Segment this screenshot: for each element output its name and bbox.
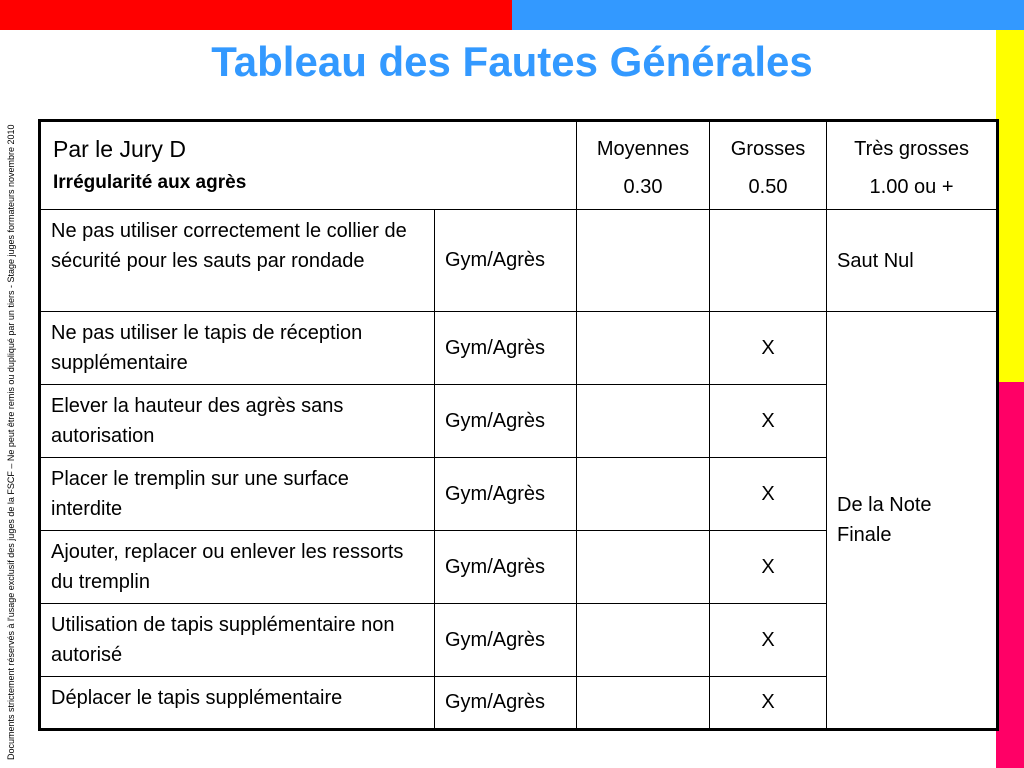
header-moyennes-value: 0.30 [623, 176, 663, 198]
header-moyennes [577, 121, 710, 210]
vertical-disclaimer: Documents strictement réservés à l'usage exclusif des juges de la FSCF – Ne peut être remis ou dupliqué par un tiers - Stage juges formateurs novembre 2010 [6, 124, 16, 760]
row-moyennes [577, 531, 710, 604]
header-moyennes-label: Moyennes [596, 138, 690, 160]
row-tres-grosses: Saut Nul [827, 210, 998, 312]
table-row [40, 210, 998, 312]
slide-title: Tableau des Fautes Générales [211, 38, 813, 85]
row-grosses [710, 210, 827, 312]
row-description: Ne pas utiliser le tapis de réception supplémentaire [40, 312, 435, 385]
row-grosses: X [710, 677, 827, 730]
row-description: Elever la hauteur des agrès sans autorisation [40, 385, 435, 458]
top-red-bar [0, 0, 512, 30]
side-pink-bar [996, 382, 1024, 768]
header-tres-grosses [827, 121, 998, 210]
jury-subtitle: Irrégularité aux agrès [53, 172, 247, 193]
row-moyennes [577, 312, 710, 385]
header-tres-grosses-value: 1.00 ou + [869, 176, 954, 198]
row-grosses: X [710, 531, 827, 604]
row-moyennes [577, 385, 710, 458]
header-tres-grosses-label: Très grosses [854, 138, 969, 160]
row-moyennes [577, 604, 710, 677]
row-grosses: X [710, 604, 827, 677]
row-category: Gym/Agrès [435, 312, 577, 385]
table-header-row [40, 121, 998, 210]
row-description: Déplacer le tapis supplémentaire [40, 677, 435, 730]
row-moyennes [577, 210, 710, 312]
jury-title: Par le Jury D [53, 136, 186, 162]
row-grosses: X [710, 385, 827, 458]
table-row [40, 312, 998, 385]
merged-note-cell: De la Note Finale [827, 312, 998, 730]
row-description: Utilisation de tapis supplémentaire non autorisé [40, 604, 435, 677]
row-category: Gym/Agrès [435, 210, 577, 312]
row-category: Gym/Agrès [435, 677, 577, 730]
row-category: Gym/Agrès [435, 531, 577, 604]
jury-header-cell [40, 121, 577, 210]
row-moyennes [577, 458, 710, 531]
header-grosses-value: 0.50 [748, 176, 788, 198]
row-grosses: X [710, 458, 827, 531]
row-description: Ajouter, replacer ou enlever les ressorts du tremplin [40, 531, 435, 604]
row-description: Ne pas utiliser correctement le collier de sécurité pour les sauts par rondade [40, 210, 435, 312]
faults-table [38, 119, 999, 731]
row-category: Gym/Agrès [435, 458, 577, 531]
row-description: Placer le tremplin sur une surface interdite [40, 458, 435, 531]
header-grosses-label: Grosses [730, 138, 806, 160]
row-category: Gym/Agrès [435, 604, 577, 677]
row-moyennes [577, 677, 710, 730]
top-blue-bar [512, 0, 1024, 30]
header-grosses [710, 121, 827, 210]
row-category: Gym/Agrès [435, 385, 577, 458]
row-grosses: X [710, 312, 827, 385]
